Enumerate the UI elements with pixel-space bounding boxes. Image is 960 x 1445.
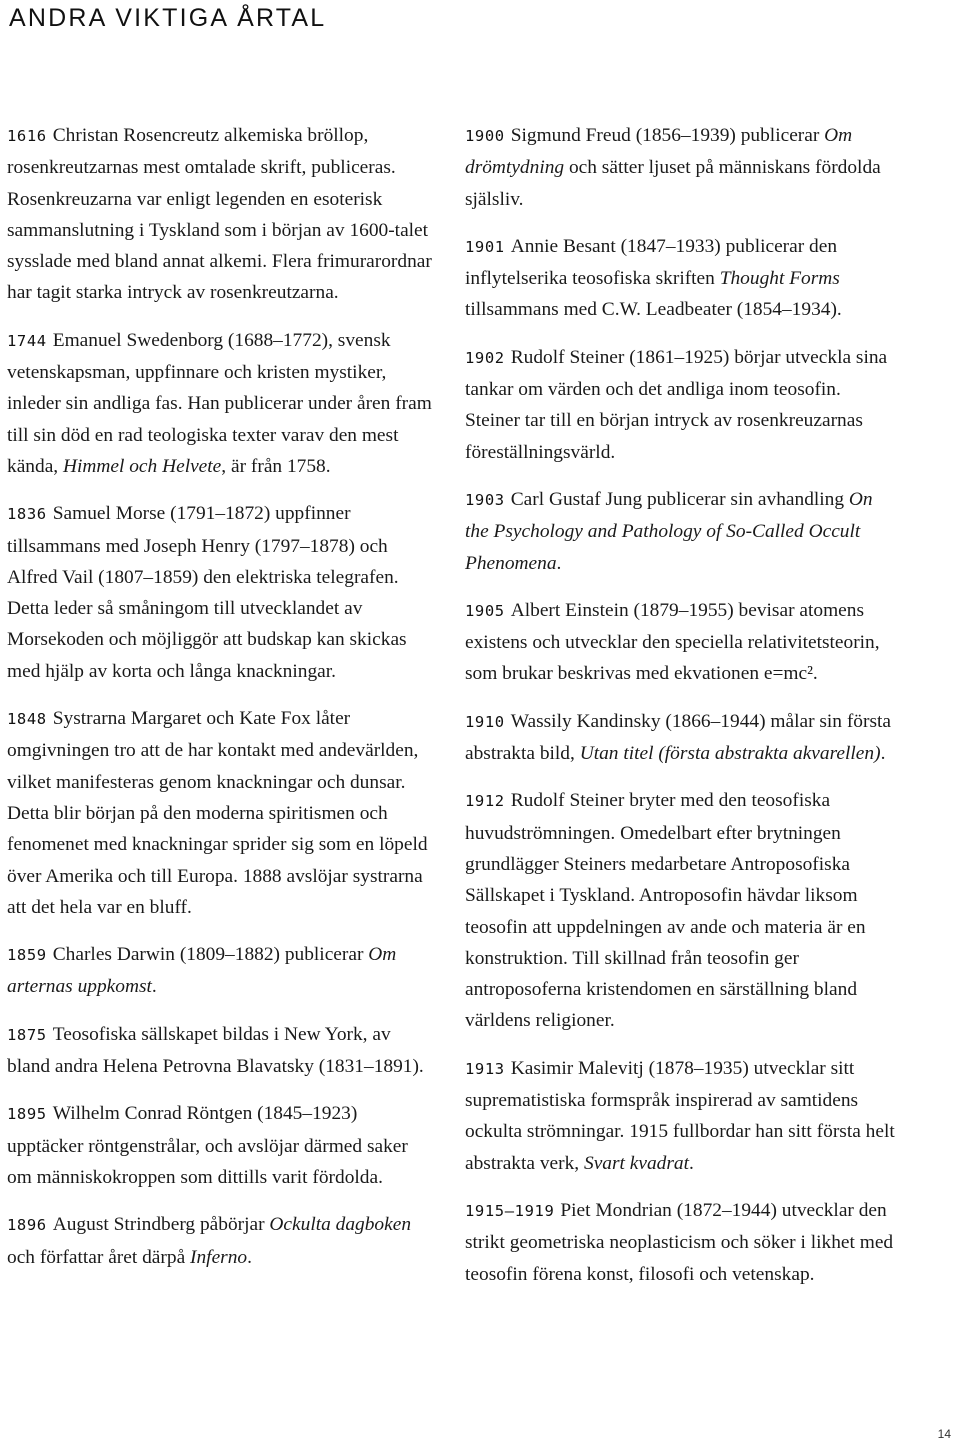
entry-text: Albert Einstein (1879–1955) bevisar atomens existens och utvecklar den speciella relativitetsteorin, som brukar beskrivas med ekvationen e=mc². — [465, 599, 880, 685]
entry-text: . — [247, 1246, 252, 1268]
entry-italic-title: Thought Forms — [719, 268, 840, 290]
page-title: ANDRA VIKTIGA ÅRTAL — [9, 4, 327, 32]
entry-text: Samuel Morse (1791–1872) uppfinner tillsammans med Joseph Henry (1797–1878) och Alfred Vail (1807–1859) den elektriska telegrafen. Detta leder så småningom till utvecklandet av Morsekoden och möjliggör att budskap kan skickas med hjälp av korta och långa knackningar. — [7, 503, 407, 682]
entry-text: och sätter ljuset på människans fördolda själsliv. — [465, 157, 881, 210]
entry-text: tillsammans med C.W. Leadbeater (1854–1934). — [465, 299, 842, 321]
entry-text: Charles Darwin (1809–1882) publicerar — [52, 944, 369, 966]
entry-text: Rudolf Steiner bryter med den teosofiska huvudströmningen. Omedelbart efter brytningen grundlägger Steiners medarbetare Antroposofiska Sällskapet i Tyskland. Antroposofin hävdar liksom teosofin att uppdelningen av ande och materia är en konstruktion. Till skillnad från teosofin ger antroposoferna kristendomen en särställning bland världens religioner. — [465, 790, 866, 1032]
entry-year: 1912 — [465, 792, 505, 811]
entry-year: 1915–1919 — [465, 1201, 555, 1220]
entry-year: 1900 — [465, 127, 505, 145]
timeline-entry — [7, 498, 433, 687]
entry-text: August Strindberg påbörjar — [52, 1214, 270, 1236]
entry-year: 1616 — [7, 127, 47, 145]
timeline-entry — [465, 706, 895, 770]
entry-year: 1902 — [465, 348, 505, 367]
entry-italic-title: Svart kvadrat — [584, 1152, 690, 1174]
entry-text: Kasimir Malevitj (1878–1935) utvecklar sitt suprematistiska formspråk inspirerad av samtidens ockulta strömningar. 1915 fullbordar han sitt första helt abstrakta verk, — [465, 1057, 895, 1174]
timeline-entry — [465, 342, 895, 468]
timeline-entry — [465, 120, 895, 215]
entry-text: Emanuel Swedenborg (1688–1772), svensk vetenskapsman, uppfinnare och kristen mystiker, inleder sin andliga fas. Han publicerar under åren fram till sin död en rad teologiska texter varav den mest kända, — [7, 329, 432, 477]
entry-text: . — [689, 1152, 694, 1174]
entry-year: 1895 — [7, 1105, 47, 1124]
entry-text: Sigmund Freud (1856–1939) publicerar — [510, 125, 825, 146]
entry-text: Teosofiska sällskapet bildas i New York, av bland andra Helena Petrovna Blavatsky (1831–1891). — [7, 1023, 424, 1078]
entry-text: och författar året därpå — [7, 1246, 191, 1268]
entry-italic-title: On the Psychology and Pathology of So-Called Occult Phenomena — [465, 488, 873, 574]
entry-year: 1848 — [7, 710, 47, 729]
entry-italic-title: Ockulta dagboken — [269, 1214, 412, 1236]
entry-text: . — [556, 552, 562, 574]
entry-text: Christan Rosencreutz alkemiska bröllop, rosenkreutzarnas mest omtalade skrift, publiceras. Rosenkreuzarna var enligt legenden en esoterisk sammanslutning i Tyskland som i början av 1600-talet sysslade med bland annat alkemi. Flera frimurarordnar har tagit starka intryck av rosenkreutzarna. — [7, 125, 432, 304]
entry-year: 1744 — [7, 331, 47, 350]
entry-text: , är från 1758. — [221, 455, 331, 477]
entry-year: 1903 — [465, 490, 505, 509]
entry-year: 1905 — [465, 601, 505, 620]
entry-text: Wassily Kandinsky (1866–1944) målar sin första abstrakta bild, — [465, 710, 892, 765]
entry-text: Wilhelm Conrad Röntgen (1845–1923) upptäcker röntgenstrålar, och avslöjar därmed saker om människokroppen som dittills varit fördolda. — [7, 1103, 408, 1188]
entry-text: . — [880, 743, 886, 765]
timeline-right-column — [465, 120, 895, 1306]
entry-italic-title: Om arternas uppkomst — [7, 944, 397, 998]
page-number: 14 — [937, 1427, 951, 1441]
entry-year: 1901 — [465, 237, 505, 256]
entry-year: 1859 — [7, 946, 47, 965]
timeline-entry — [7, 120, 433, 309]
entry-italic-title: Inferno — [190, 1246, 248, 1268]
timeline-entry — [465, 1195, 895, 1290]
timeline-entry — [7, 1019, 433, 1083]
timeline-entry — [7, 1209, 433, 1273]
timeline-entry — [7, 939, 433, 1003]
entry-year: 1913 — [465, 1059, 505, 1078]
entry-year: 1910 — [465, 712, 505, 731]
entry-italic-title: Utan titel (första abstrakta akvarellen) — [579, 743, 881, 765]
entry-text: Piet Mondrian (1872–1944) utvecklar den strikt geometriska neoplasticism och söker i likhet med teosofin förena konst, filosofi och vetenskap. — [465, 1199, 894, 1285]
timeline-entry — [465, 595, 895, 690]
timeline-left-column — [7, 120, 433, 1289]
timeline-entry — [465, 1053, 895, 1179]
entry-text: Systrarna Margaret och Kate Fox låter omgivningen tro att de har kontakt med andevärlden, vilket manifesteras genom knackningar och dunsar. Detta blir början på den moderna spiritismen och fenomenet med knackningar sprider sig som en löpeld över Amerika och till Europa. 1888 avslöjar systrarna att det hela var en bluff. — [7, 708, 428, 918]
timeline-entry — [465, 785, 895, 1036]
timeline-entry — [7, 325, 433, 482]
entry-year: 1875 — [7, 1025, 47, 1044]
entry-year: 1896 — [7, 1216, 47, 1235]
entry-italic-title: Himmel och Helvete — [63, 455, 222, 477]
entry-italic-title: Om drömtydning — [465, 125, 853, 179]
timeline-entry — [7, 703, 433, 923]
entry-text: . — [151, 976, 157, 998]
timeline-entry — [7, 1098, 433, 1193]
entry-text: Carl Gustaf Jung publicerar sin avhandling — [510, 488, 849, 510]
timeline-entry — [465, 231, 895, 326]
entry-year: 1836 — [7, 505, 47, 524]
entry-text: Rudolf Steiner (1861–1925) börjar utveckla sina tankar om värden och det andliga inom teosofin. Steiner tar till en början intryck av rosenkreuzarnas föreställningsvärld. — [465, 346, 888, 463]
timeline-entry — [465, 484, 895, 579]
entry-text: Annie Besant (1847–1933) publicerar den inflytelserika teosofiska skriften — [465, 235, 838, 290]
